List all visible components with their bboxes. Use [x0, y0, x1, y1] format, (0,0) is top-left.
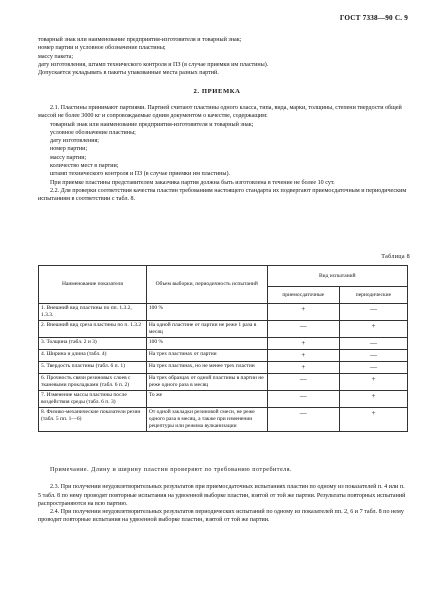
column-header: периодические — [339, 287, 407, 304]
paragraph-2-2: 2.2. Для проверки соответствия качества пластин требованиям настоящего стандарта их подвергают приемосдаточным и периодическим испытаниям в соответствии с табл. 8. — [38, 187, 407, 203]
packing-list — [38, 36, 408, 77]
list-item: товарный знак или наименование предприятия-изготовителя и товарный знак; — [50, 121, 254, 128]
table-row — [39, 350, 408, 362]
cell-sample: На трех пластинах от партии — [146, 350, 267, 362]
cell-acceptance: + — [267, 304, 339, 321]
cell-periodic: + — [339, 321, 407, 338]
cell-acceptance: — — [267, 321, 339, 338]
cell-acceptance: — — [267, 408, 339, 432]
table-note: Примечание. Длину и ширину пластин проверяют по требованию потребителя. — [50, 467, 293, 473]
cell-periodic: — — [339, 338, 407, 350]
list-item: штамп технического контроля и ПЗ (в случае приемки им пластины). — [50, 171, 230, 178]
cell-name: 2. Внешний вид среза пластины по п. 1.3.2 — [39, 321, 147, 338]
table-row — [39, 338, 408, 350]
column-group-header: Вид испытаний — [267, 266, 407, 287]
paragraph-2-1-tail: При приемке пластины представителем заказчика партия должна быть изготовлена в течение не более 10 сут. — [50, 179, 335, 186]
cell-sample: То же — [146, 391, 267, 408]
cell-acceptance: + — [267, 350, 339, 362]
list-item: номер партии и условное обозначение пластины; — [38, 45, 166, 52]
cell-acceptance: — — [267, 391, 339, 408]
cell-sample: На трех образцах от одной пластины в партии не реже одного раза в месяц — [146, 374, 267, 391]
column-header: Объем выборки, периодичность испытаний — [146, 266, 267, 304]
list-item: количество мест в партии; — [50, 163, 119, 170]
cell-name: 1. Внешний вид пластины по пп. 1.3.2, 1.3.3. — [39, 304, 147, 321]
cell-name: 7. Изменение массы пластины после воздействия среды (табл. 6 п. 3) — [39, 391, 147, 408]
cell-sample: От одной закладки резиновой смеси, не реже одного раза в месяц, а также при изменении рецептуры или режима вулканизации — [146, 408, 267, 432]
cell-name: 4. Ширина и длина (табл. 4) — [39, 350, 147, 362]
list-item: массу пакета; — [38, 53, 74, 60]
cell-periodic: — — [339, 304, 407, 321]
cell-periodic: + — [339, 391, 407, 408]
table-row — [39, 408, 408, 432]
cell-periodic: + — [339, 374, 407, 391]
cell-name: 8. Физико-механические показатели резин (табл. 5 пп. 1—6) — [39, 408, 147, 432]
cell-acceptance: + — [267, 362, 339, 374]
table-row — [39, 304, 408, 321]
list-item: номер партии; — [50, 146, 88, 153]
closing-section — [38, 466, 408, 525]
cell-acceptance: — — [267, 374, 339, 391]
list-item: массу партии; — [50, 154, 87, 161]
cell-sample: На трех пластинах, но не менее трех пластин — [146, 362, 267, 374]
table-row — [39, 321, 408, 338]
cell-sample: 100 % — [146, 304, 267, 321]
table-caption: Таблица 8 — [381, 254, 410, 260]
table-row — [39, 391, 408, 408]
cell-sample: 100 % — [146, 338, 267, 350]
column-header: Наименование показателя — [39, 266, 147, 304]
list-item: Допускается укладывать в пакеты упакованные места разных партий. — [38, 70, 219, 77]
section-body — [38, 104, 408, 204]
list-item: условное обозначение пластины; — [50, 129, 136, 136]
list-item: дату изготовления; — [50, 138, 99, 145]
cell-periodic: + — [339, 408, 407, 432]
cell-name: 3. Толщина (табл. 2 и 3) — [39, 338, 147, 350]
paragraph-2-1: 2.1. Пластины принимают партиями. Партией считают пластины одного класса, типа, вида, марки, толщины, степени твердости общей массой не более 3000 кг и сопровождаемые одним документом о качестве, содержащим: — [38, 105, 402, 120]
section-title: 2. ПРИЕМКА — [193, 88, 241, 95]
cell-name: 6. Прочность связи резиновых слоев с тканевыми прокладками (табл. 6 п. 2) — [39, 374, 147, 391]
cell-acceptance: + — [267, 338, 339, 350]
cell-periodic: — — [339, 350, 407, 362]
table-row — [39, 362, 408, 374]
page-header: ГОСТ 7338—90 С. 9 — [339, 14, 408, 22]
column-header: приемосдаточные — [267, 287, 339, 304]
cell-periodic: — — [339, 362, 407, 374]
table-row — [39, 374, 408, 391]
paragraph-2-4: 2.4. При получении неудовлетворительных результатов периодических испытаний по одному из показателей пп. 2, 6 и 7 табл. 8 по нему проводят повторные испытания на удвоенной выборке пластин, взятой от той же партии. — [38, 509, 404, 524]
cell-sample: На одной пластине от партии не реже 1 раза в месяц — [146, 321, 267, 338]
table-8 — [38, 265, 408, 456]
list-item: дату изготовления, штамп технического контроля и ПЗ (в случае приемки им пластины). — [38, 61, 269, 68]
list-item: товарный знак или наименование предприятия-изготовителя и товарный знак; — [38, 37, 242, 43]
paragraph-2-3: 2.3. При получении неудовлетворительных результатов при приемосдаточных испытаниях пластин по одному из показателей п. 4 или п. 5 табл. 8 по нему проводят повторные испытания на удвоенной выборке пластин, взятой от той же партии. Результаты повторных испытаний распространяются на всю партию. — [38, 484, 406, 507]
cell-name: 5. Твердость пластины (табл. 6 п. 1) — [39, 362, 147, 374]
